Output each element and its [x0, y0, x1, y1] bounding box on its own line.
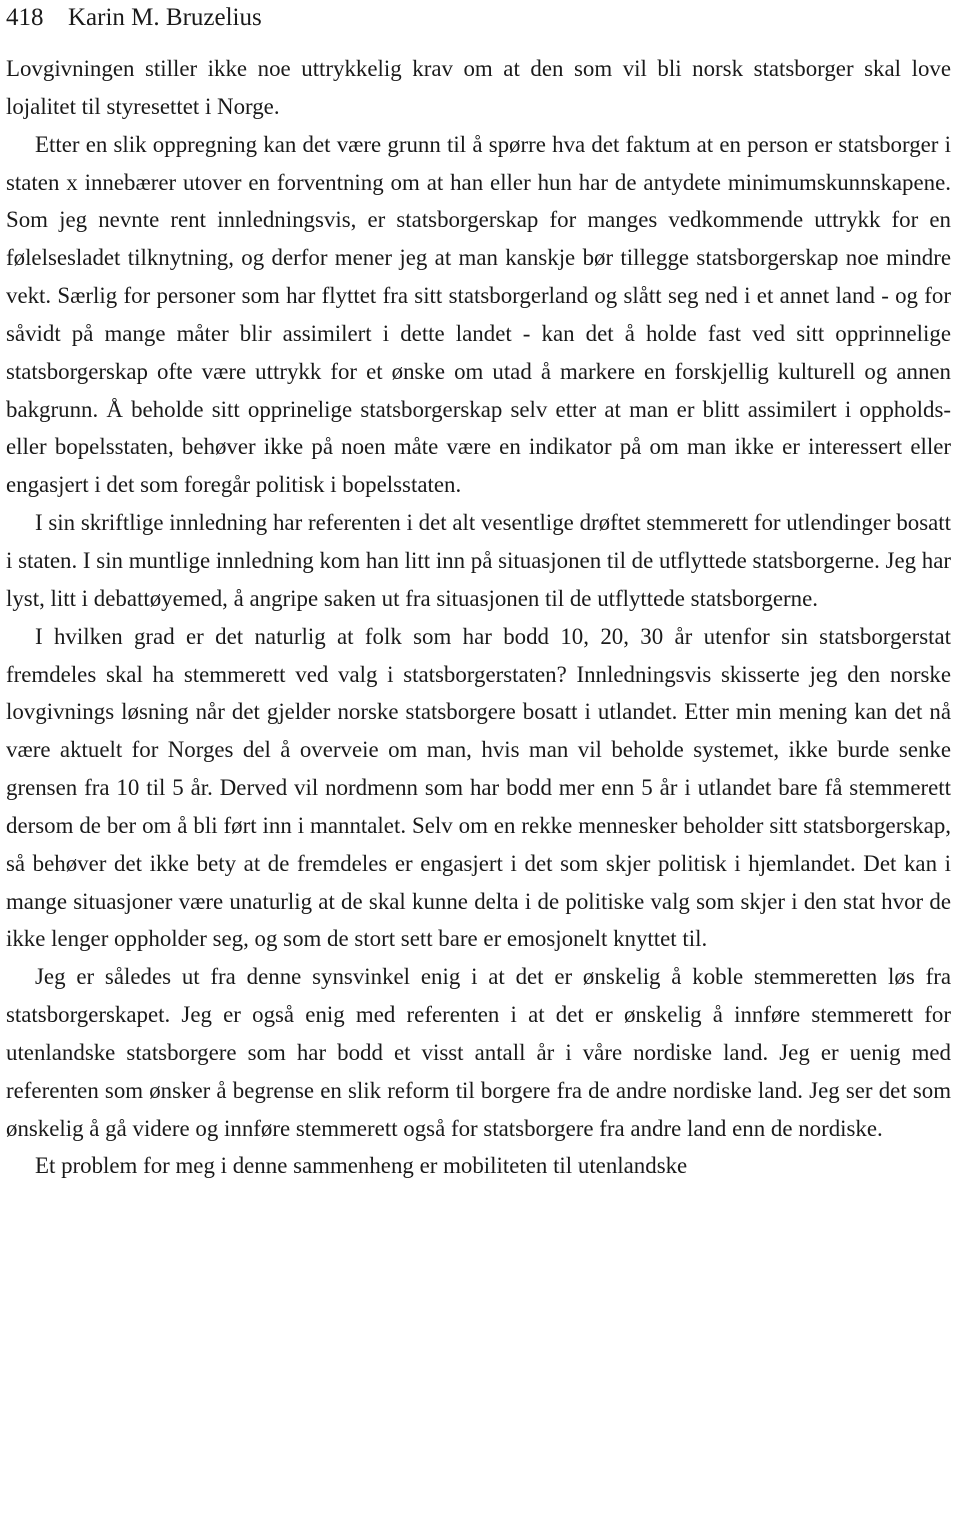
paragraph: Jeg er således ut fra denne synsvinkel enig i at det er ønskelig å koble stemmeretten løs fra statsborgerskapet. Jeg er også enig med referenten i at det er ønskelig å innføre stemmerett for utenlandske statsborgere som har bodd et visst antall år i våre nordiske land. Jeg er uenig med referenten som ønsker å begrense en slik reform til borgere fra de andre nordiske land. Jeg ser det som ønskelig å gå videre og innføre stemmerett også for statsborgere fra andre land enn de nordiske.: [6, 964, 951, 1141]
paragraph: I hvilken grad er det naturlig at folk som har bodd 10, 20, 30 år utenfor sin statsborgerstat fremdeles skal ha stemmerett ved valg i statsborgerstaten? Innledningsvis skisserte jeg den norske lovgivnings løsning når det gjelder norske statsborgere bosatt i utlandet. Etter min mening kan det nå være aktuelt for Norges del å overveie om man, hvis man vil beholde systemet, ikke burde senke grensen fra 10 til 5 år. Derved vil nordmenn som har bodd mer enn 5 år i utlandet bare få stemmerett dersom de ber om å bli ført inn i manntalet. Selv om en rekke mennesker beholder sitt statsborgerskap, så behøver det ikke bety at de fremdeles er engasjert i det som skjer politisk i hjemlandet. Det kan i mange situasjoner være unaturlig at de skal kunne delta i de politiske valg som skjer i den stat hvor de ikke lenger oppholder seg, og som de stort sett bare er emosjonelt knyttet til.: [6, 623, 951, 952]
page-number: 418: [6, 4, 44, 31]
running-header: [6, 0, 262, 36]
paragraph: Et problem for meg i denne sammenheng er mobiliteten til utenlandske: [35, 1153, 688, 1179]
paragraph: Etter en slik oppregning kan det være grunn til å spørre hva det faktum at en person er statsborger i staten x innebærer utover en forventning om at han eller hun har de antydete minimumskunnskapene. Som jeg nevnte rent innledningsvis, er statsborgerskap for manges vedkommende uttrykk for en følelsesladet tilknytning, og derfor mener jeg at man kanskje bør tillegge statsborgerskap noe mindre vekt. Særlig for personer som har flyttet fra sitt statsborgerland og slått seg ned i et annet land - og for såvidt på mange måter blir assimilert i dette landet - kan det å holde fast ved sitt opprinnelige statsborgerskap ofte være uttrykk for et ønske om utad å markere en forskjellig kulturell og annen bakgrunn. Å beholde sitt opprinelige statsborgerskap selv etter at man er blitt assimilert i oppholds- eller bopelsstaten, behøver ikke på noen måte være en indikator på om man ikke er interessert eller engasjert i det som foregår politisk i bopelsstaten.: [6, 131, 951, 498]
running-header-author: Karin M. Bruzelius: [68, 4, 262, 31]
paragraph: Lovgivningen stiller ikke noe uttrykkelig krav om at den som vil bli norsk statsborger skal love lojalitet til styresettet i Norge.: [6, 56, 951, 119]
body-text: [6, 50, 951, 1185]
paragraph: I sin skriftlige innledning har referenten i det alt vesentlige drøftet stemmerett for utlendinger bosatt i staten. I sin muntlige innledning kom han litt inn på situasjonen til de utflyttede statsborgerne. Jeg har lyst, litt i debattøyemed, å angripe saken ut fra situasjonen til de utflyttede statsborgerne.: [6, 510, 951, 611]
